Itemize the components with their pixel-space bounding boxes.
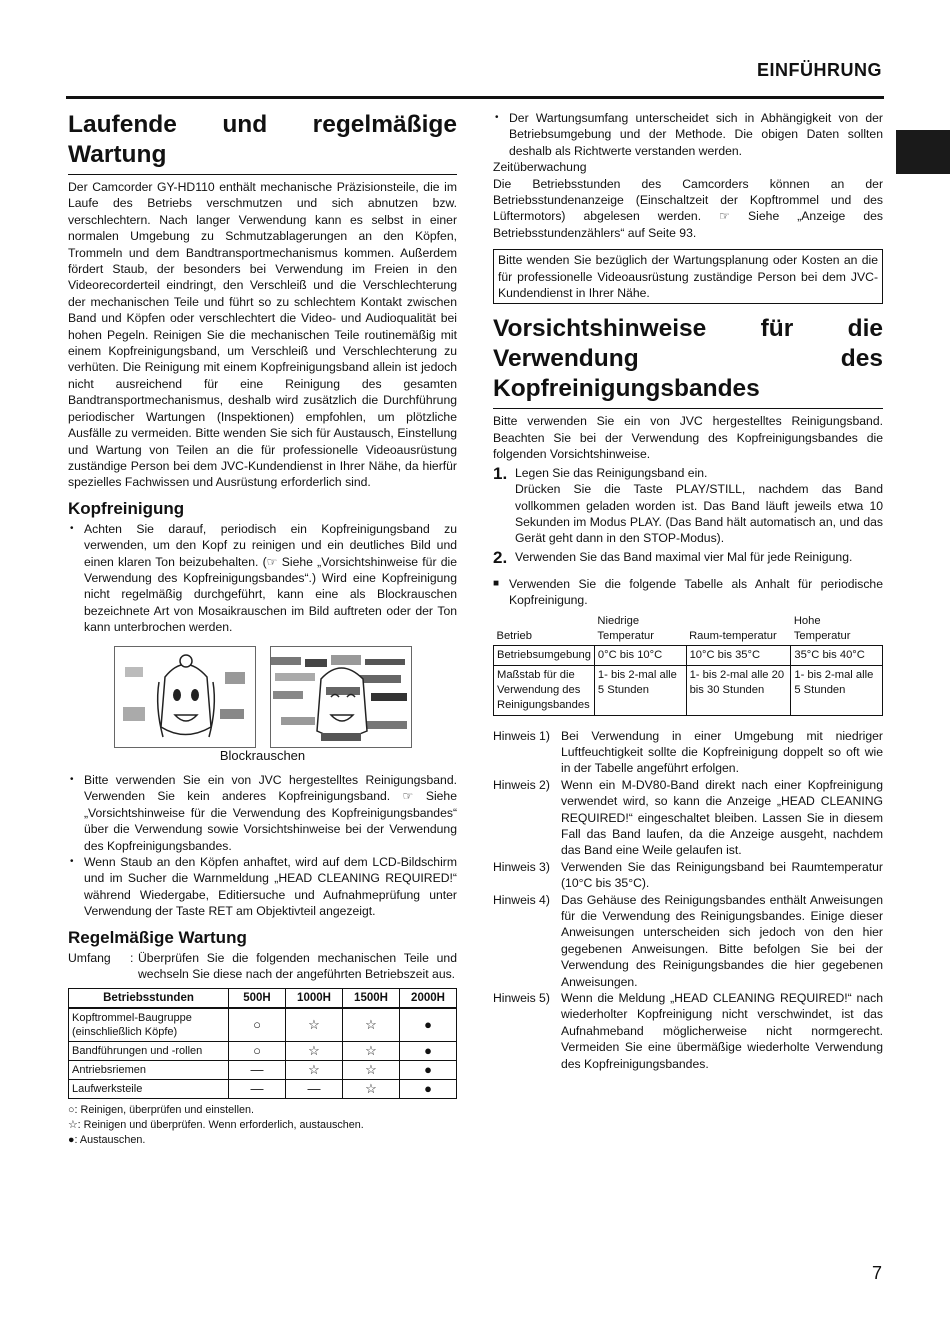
table-cell: ○ <box>229 1042 286 1061</box>
table-cell: ○ <box>229 1008 286 1042</box>
table-cell: 35°C bis 40°C <box>791 645 883 665</box>
kopfreinigung-list <box>68 521 457 636</box>
table-cell: ● <box>400 1008 457 1042</box>
hint-5 <box>493 990 883 1072</box>
page-title: Laufende und regelmäßige Wartung <box>68 110 457 175</box>
table-cell: ☆ <box>343 1061 400 1080</box>
list-item: • Wenn Staub an den Köpfen anhaftet, wird auf dem LCD-Bildschirm und im Sucher die Warnmeldung „HEAD CLEANING REQUIRED!“ während Wiedergabe, Editiersuche und Aufnahmeprüfung unter Verwendung der Taste RET am Objektivteil angezeigt. <box>68 854 457 920</box>
list-item: • Bitte verwenden Sie ein von JVC hergestelltes Reinigungsband. Verwenden Sie kein anderes Kopfreinigungsband. ☞ Siehe „Vorsichtshinweise für die Verwendung des Kopfreinigungsbandes“ über die Verwendung sowie Vorsichtshinweise bei der Verwendung des Kopfreinigungsbandes. <box>68 772 457 854</box>
table-cell: Maßstab für die Verwendung des Reinigungsbandes <box>494 665 595 715</box>
table-cell: Laufwerksteile <box>69 1080 229 1099</box>
legend-item: ☆: Reinigen und überprüfen. Wenn erforderlich, austauschen. <box>68 1119 364 1132</box>
block-noise-figure <box>68 646 457 748</box>
table-cell: Antriebsriemen <box>69 1061 229 1080</box>
step-number: 2. <box>493 547 508 567</box>
umfang-key: Umfang <box>68 950 111 965</box>
hint-2 <box>493 777 883 859</box>
clean-image <box>114 646 256 748</box>
table-cell: 1- bis 2-mal alle 20 bis 30 Stunden <box>686 665 791 715</box>
table-row <box>69 1080 457 1099</box>
section-intro: Bitte verwenden Sie ein von JVC hergestelltes Reinigungsband. Beachten Sie bei der Verwendung des Kopfreinigungsbandes die folgenden Vorsichtshinweise. <box>493 414 883 462</box>
table-cell: Betriebsumgebung <box>494 645 595 665</box>
left-column <box>68 110 457 1148</box>
table-cell: ☆ <box>286 1008 343 1042</box>
hint-1 <box>493 728 883 777</box>
section-title: Vorsichtshinweise für die Verwendung des Kopfreinigungsbandes <box>493 314 883 409</box>
step-text: Verwenden Sie das Band maximal vier Mal für jede Reinigung. <box>515 549 853 564</box>
hint-text: Das Gehäuse des Reinigungsbandes enthält Anweisungen für die Verwendung des Reinigungsbandes. Einige dieser Anweisungen unterscheiden sich jedoch von den hier gegebenen Anweisungen. Bitte befolgen Sie bei der Verwendung des Reinigungsbandes die hier gegebenen Anweisungen. <box>561 892 883 989</box>
header-cell: Hohe Temperatur <box>793 614 851 642</box>
header-cell: Niedrige Temperatur <box>597 614 655 642</box>
umfang-value: Überprüfen Sie die folgenden mechanischen Teile und wechseln Sie diese nach der angeführten Betriebszeit aus. <box>138 950 457 982</box>
hint-key: Hinweis 3) <box>493 859 550 874</box>
table-cell: Bandführungen und -rollen <box>69 1042 229 1061</box>
chapter-tab <box>896 130 950 174</box>
header-cell: Betrieb <box>496 629 532 642</box>
umfang-colon: : <box>130 950 134 965</box>
step-text: Legen Sie das Reinigungsband ein. <box>515 465 708 480</box>
umfang-row <box>68 950 457 983</box>
cleaning-frequency-table <box>493 613 883 716</box>
table-row <box>69 1042 457 1061</box>
hint-key: Hinweis 5) <box>493 991 550 1006</box>
table-cell: — <box>286 1080 343 1099</box>
header-cell: 1500H <box>343 989 400 1009</box>
list-item: • Achten Sie darauf, periodisch ein Kopfreinigungsband zu verwenden, um den Kopf zu reinigen und ein deutliches Bild und einen klaren Ton beizubehalten. (☞ Siehe „Vorsichtshinweise für die Verwendung des Kopfreinigungsbandes“.) Wird eine Kopfreinigung nicht regelmäßig durchgeführt, kann eine als Blockrauschen bezeichnete Art von Mosaikrauschen im Bild auftreten oder der Ton kann unterbrochen werden. <box>68 521 457 636</box>
table-cell: ● <box>400 1042 457 1061</box>
table-cell: 0°C bis 10°C <box>594 645 686 665</box>
figure-caption: Blockrauschen <box>219 747 306 763</box>
hint-key: Hinweis 1) <box>493 728 550 743</box>
service-note-box: Bitte wenden Sie bezüglich der Wartungsplanung oder Kosten an die für professionelle Videoausrüstung zuständige Person bei dem JVC-Kundendienst in Ihrer Nähe. <box>493 249 883 304</box>
header-rule <box>66 96 884 99</box>
table-cell: ● <box>400 1080 457 1099</box>
hint-key: Hinweis 4) <box>493 892 550 907</box>
table-cell: ☆ <box>343 1008 400 1042</box>
header-cell: 500H <box>229 989 286 1009</box>
step-subtext: Drücken Sie die Taste PLAY/STILL, nachdem das Band vollkommen geladen worden ist. Das Band läuft jeweils etwa 10 Sekunden im Modus PLAY. (Das Band hält automatisch an, und das Gerät geht dann in den STOP-Modus). <box>515 482 883 546</box>
intro-paragraph: Der Camcorder GY-HD110 enthält mechanische Präzisionsteile, die im Laufe des Betriebs verschmutzen und sich abnutzen bzw. verschlechtern. Nach langer Verwendung kann es selbst in einer normalen Umgebung zu Schmutzablagerungen an den Köpfen, Trommeln und dem Bandtransportmechanismus kommen. Außerdem fördert Staub, der besonders bei Verwendung im Freien in den Videorecorderteil eindringt, den Verschleiß und die Verschlechterung der mechanischen Teile und führt so zu schlechtem Kontakt zwischen Band und Köpfen oder verschlechtert die Video- und Audioqualität bei hohen Pegeln. Reinigen Sie die mechanischen Teile routinemäßig mit einem Kopfreinigungsband, um Verschleiß und Verschlechterung zu verhüten. Die Reinigung mit einem Kopfreinigungsband allein ist jedoch nicht ausreichend für eine Reinigung des gesamten Bandtransportmechanismus, deshalb wird zusätzlich die Durchführung periodischer Wartungen (Inspektionen) empfohlen, um plötzliche Ausfälle zu vermeiden. Bitte wenden Sie sich für Austausch, Einstellung und Wartung von Teilen an die für professionelle Videoausrüstung zuständige Person bei dem JVC-Kundendienst in Ihrer Nähe, da hierfür spezielles Fachwissen und Ausrüstung erforderlich sind. <box>68 180 457 490</box>
legend-item: ○: Reinigen, überprüfen und einstellen. <box>68 1104 254 1117</box>
table-cell: ☆ <box>286 1061 343 1080</box>
table-cell: ● <box>400 1061 457 1080</box>
table-header-row <box>494 613 883 646</box>
table-cell: 1- bis 2-mal alle 5 Stunden <box>594 665 686 715</box>
hint-4 <box>493 892 883 990</box>
table-cell: — <box>229 1061 286 1080</box>
table-row <box>494 665 883 715</box>
hint-3 <box>493 859 883 892</box>
kopfreinigung-heading: Kopfreinigung <box>68 498 185 518</box>
header-cell: Betriebsstunden <box>69 989 229 1009</box>
zeitueberwachung-label: Zeitüberwachung <box>493 160 587 175</box>
table-cell: — <box>229 1080 286 1099</box>
table-cell: ☆ <box>343 1080 400 1099</box>
hint-text: Bei Verwendung in einer Umgebung mit niedriger Luftfeuchtigkeit sollte die Kopfreinigung doppelt so oft wie in der Tabelle angeführt erfolgen. <box>561 728 883 776</box>
table-cell: Kopftrommel-Baugruppe (einschließlich Köpfe) <box>69 1008 229 1042</box>
table-intro-note: ■ Verwenden Sie die folgende Tabelle als Anhalt für periodische Kopfreinigung. <box>493 576 883 609</box>
hint-key: Hinweis 2) <box>493 777 550 792</box>
table-row <box>494 645 883 665</box>
table-legend <box>68 1103 457 1148</box>
table-cell: ☆ <box>343 1042 400 1061</box>
zeitueberwachung-text: Die Betriebsstunden des Camcorders können an der Betriebsstundenanzeige (Einschaltzeit der Kopftrommel und des Lüftermotors) abgelesen werden. ☞ Siehe „Anzeige des Betriebsstundenzählers“ auf Seite 93. <box>493 176 883 240</box>
page-number: 7 <box>871 1263 882 1283</box>
regelmaessige-wartung-heading: Regelmäßige Wartung <box>68 927 247 947</box>
step-1 <box>493 465 883 547</box>
list-item: • Der Wartungsumfang unterscheidet sich in Abhängigkeit von der Betriebsumgebung und der Methode. Die obigen Daten sollten deshalb als Richtwerte verstanden werden. <box>493 110 883 159</box>
step-2 <box>493 549 883 566</box>
wartung-note-list <box>493 110 883 159</box>
header-cell: Raum-temperatur <box>689 629 777 642</box>
header-cell: 2000H <box>400 989 457 1009</box>
section-label: EINFÜHRUNG <box>757 60 882 80</box>
maintenance-table <box>68 988 457 1099</box>
table-row <box>69 1061 457 1080</box>
step-number: 1. <box>493 463 508 483</box>
table-row <box>69 1008 457 1042</box>
table-header-row <box>69 989 457 1009</box>
noisy-image <box>270 646 412 748</box>
table-cell: 10°C bis 35°C <box>686 645 791 665</box>
table-cell: 1- bis 2-mal alle 5 Stunden <box>791 665 883 715</box>
right-column <box>493 110 883 1072</box>
header-cell: 1000H <box>286 989 343 1009</box>
legend-item: ●: Austauschen. <box>68 1134 146 1147</box>
table-cell: ☆ <box>286 1042 343 1061</box>
hint-text: Wenn ein M-DV80-Band direkt nach einer Kopfreinigung verwendet wird, so kann die Anzeige „HEAD CLEANING REQUIRED!“ eingeschaltet bleiben. Lassen Sie in diesem Fall das Band laufen, da die Anzeige ausgeht, nachdem das Band eine Weile gelaufen ist. <box>561 777 883 858</box>
kopfreinigung-list-2 <box>68 772 457 920</box>
hint-text: Verwenden Sie das Reinigungsband bei Raumtemperatur (10°C bis 35°C). <box>561 859 883 891</box>
hint-text: Wenn die Meldung „HEAD CLEANING REQUIRED!“ nach wiederholter Kopfreinigung nicht verschwindet, ist das Aufnahmeband möglicherweise nicht normgerecht. Vermeiden Sie eine übermäßige wiederholte Verwendung des Kopfreinigungsbandes. <box>561 991 883 1071</box>
